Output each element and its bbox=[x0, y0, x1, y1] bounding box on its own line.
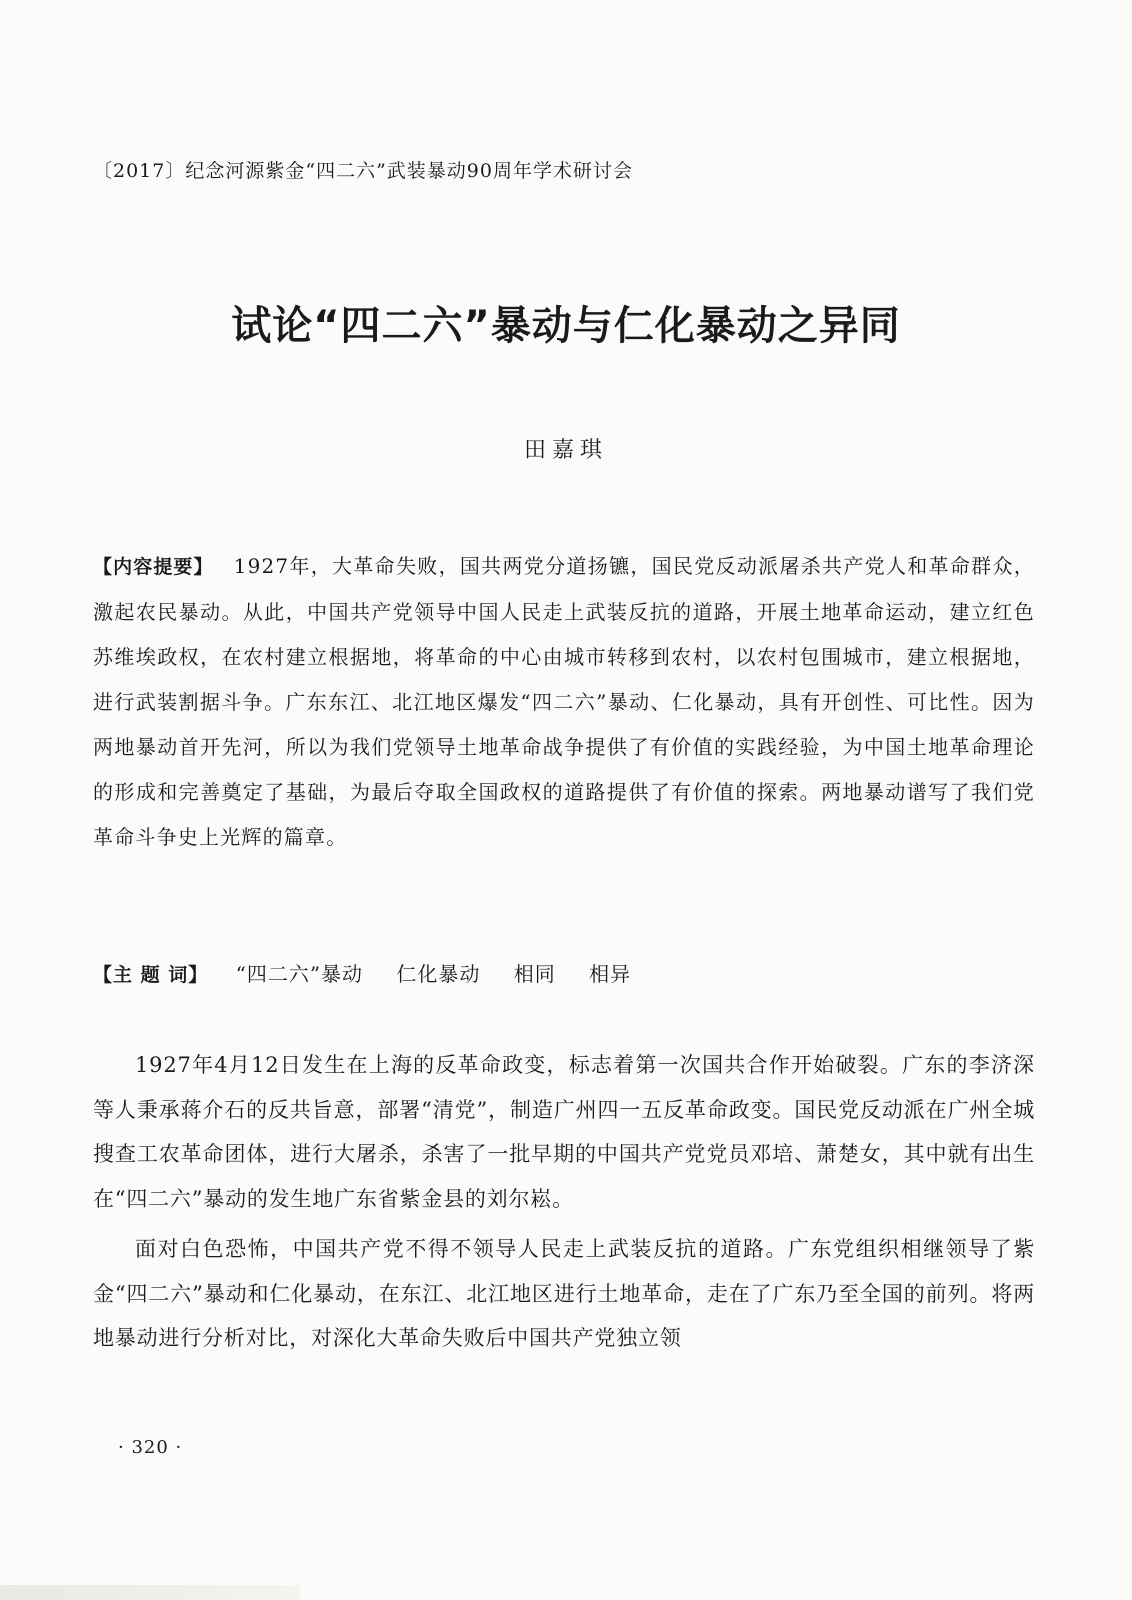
abstract-label: 【内容提要】 bbox=[93, 556, 214, 578]
body-paragraph: 1927年4月12日发生在上海的反革命政变，标志着第一次国共合作开始破裂。广东的李济深等人秉承蒋介石的反共旨意，部署“清党”，制造广州四一五反革命政变。国民党反动派在广州全城搜查工农革命团体，进行大屠杀，杀害了一批早期的中国共产党党员邓培、萧楚女，其中就有出生在“四二六”暴动的发生地广东省紫金县的刘尔崧。 bbox=[93, 1053, 1035, 1211]
body-text bbox=[93, 1043, 1035, 1367]
page-number: · 320 · bbox=[118, 1437, 183, 1458]
keyword-item: 相异 bbox=[589, 962, 632, 986]
keyword-item: 仁化暴动 bbox=[396, 962, 481, 986]
article-title: 试论“四二六”暴动与仁化暴动之异同 bbox=[231, 303, 901, 349]
keywords-label: 【主 题 词】 bbox=[93, 964, 209, 986]
author-name: 田嘉琪 bbox=[523, 438, 608, 463]
body-paragraph: 面对白色恐怖，中国共产党不得不领导人民走上武装反抗的道路。广东党组织相继领导了紫金“四二六”暴动和仁化暴动，在东江、北江地区进行土地革命，走在了广东乃至全国的前列。将两地暴动进行分析对比，对深化大革命失败后中国共产党独立领 bbox=[93, 1237, 1035, 1350]
abstract-section bbox=[93, 544, 1035, 860]
keyword-item: 相同 bbox=[513, 962, 556, 986]
keywords-section bbox=[93, 958, 657, 987]
abstract-text: 1927年，大革命失败，国共两党分道扬镳，国民党反动派屠杀共产党人和革命群众，激起农民暴动。从此，中国共产党领导中国人民走上武装反抗的道路，开展土地革命运动，建立红色苏维埃政权，在农村建立根据地，将革命的中心由城市转移到农村，以农村包围城市，建立根据地，进行武装割据斗争。广东东江、北江地区爆发“四二六”暴动、仁化暴动，具有开创性、可比性。因为两地暴动首开先河，所以为我们党领导土地革命战争提供了有价值的实践经验，为中国土地革命理论的形成和完善奠定了基础，为最后夺取全国政权的道路提供了有价值的探索。两地暴动谱写了我们党革命斗争史上光辉的篇章。 bbox=[93, 554, 1035, 849]
scan-edge-artifact bbox=[0, 1585, 300, 1600]
keyword-item: “四二六”暴动 bbox=[235, 962, 364, 986]
series-header: 〔2017〕纪念河源紫金“四二六”武装暴动90周年学术研讨会 bbox=[93, 160, 633, 182]
